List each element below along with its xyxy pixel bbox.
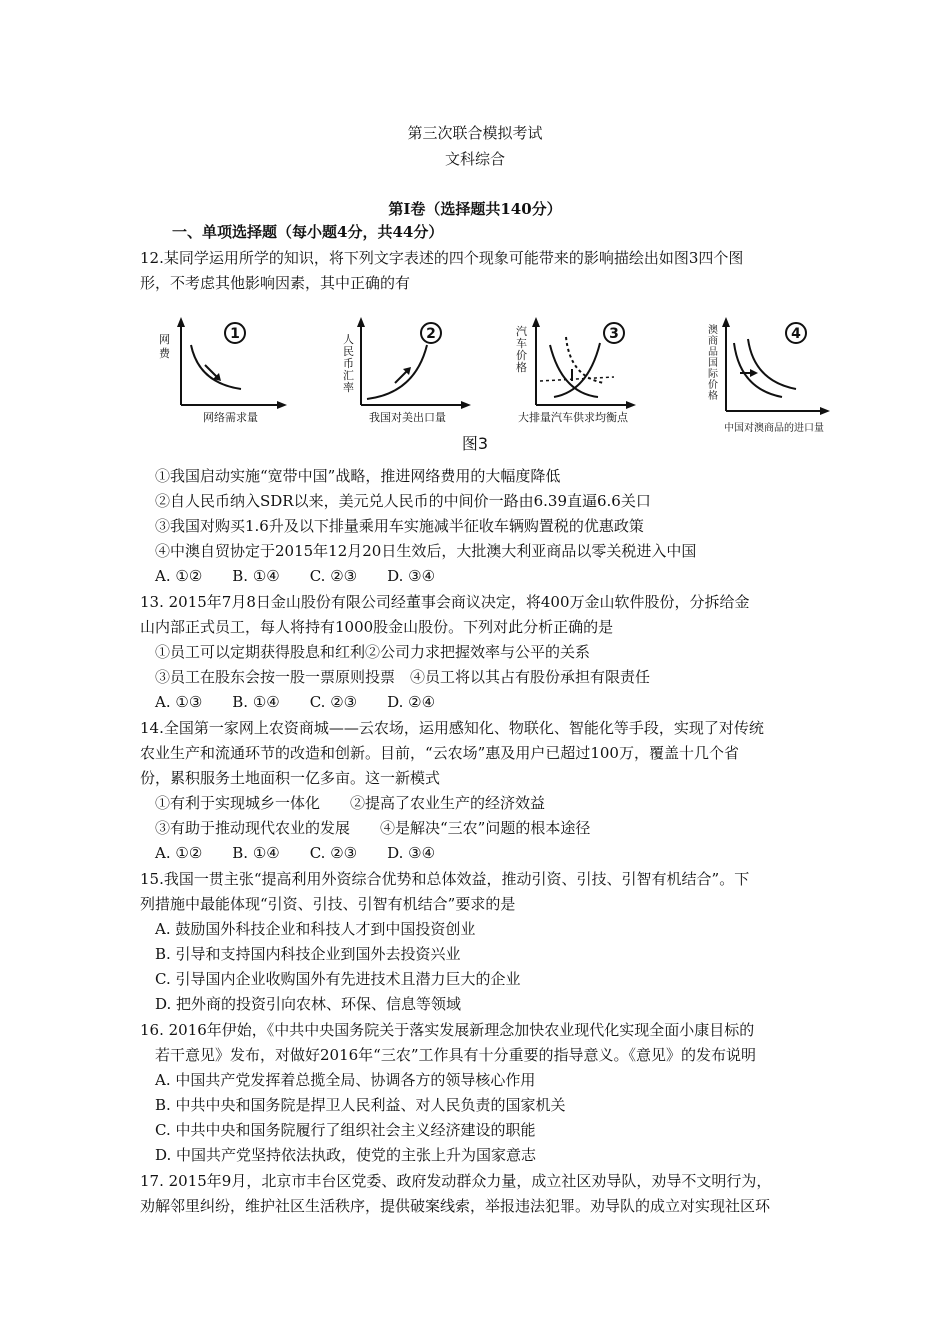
old-curve: [734, 343, 782, 397]
q13-items-line1: ①员工可以定期获得股息和红利②公司力求把握效率与公平的关系: [155, 643, 591, 661]
graph-3-xlabel: 大排量汽车供求均衡点: [518, 411, 628, 424]
svg-text:4: 4: [791, 326, 801, 342]
q16-option-d: D. 中国共产党坚持依法执政，使党的主张上升为国家意志: [155, 1146, 537, 1164]
q16-stem-line1: 16. 2016年伊始，《中共中央国务院关于落实发展新理念加快农业现代化实现全面小康目标的: [140, 1021, 755, 1039]
graph-4-ylabel-6: 价: [708, 380, 718, 391]
q13-options: A. ①③ B. ①④ C. ②③ D. ②④: [155, 693, 436, 711]
q14-stem-line3: 份，累积服务土地面积一亿多亩。这一新模式: [140, 769, 441, 787]
graph-2-xlabel: 我国对美出口量: [369, 411, 446, 424]
graph-2: [335, 315, 485, 431]
q13-stem-line2: 山内部正式员工，每人将持有1000股金山股份。下列对此分析正确的是: [140, 618, 614, 636]
q15-stem-line1: 15.我国一贯主张“提高利用外资综合优势和总体效益，推动引资、引技、引智有机结合”。下: [140, 870, 750, 888]
q12-stem-line2: 形，不考虑其他影响因素，其中正确的有: [140, 274, 411, 292]
q12-item-4: ④中澳自贸协定于2015年12月20日生效后，大批澳大利亚商品以零关税进入中国: [155, 542, 697, 560]
q13-items-line2: ③员工在股东会按一股一票原则投票 ④员工将以其占有股份承担有限责任: [155, 668, 651, 686]
q17-stem-line2: 劝解邻里纠纷，维护社区生活秩序，提供破案线索，举报违法犯罪。劝导队的成立对实现社区环: [140, 1197, 771, 1215]
graph-4-xlabel: 中国对澳商品的进口量: [724, 423, 824, 434]
q12-item-2: ②自人民币纳入SDR以来，美元兑人民币的中间价一路由6.39直逼6.6关口: [155, 492, 651, 510]
exchange-curve: [367, 345, 427, 399]
q15-stem-line2: 列措施中最能体现“引资、引技、引智有机结合”要求的是: [140, 895, 516, 913]
graph-1-ylabel-2: 费: [159, 347, 170, 360]
svg-text:3: 3: [609, 326, 619, 342]
up-arrow-icon: [395, 371, 407, 383]
exam-title: 第三次联合模拟考试: [407, 124, 543, 142]
q15-option-d: D. 把外商的投资引向农林、环保、信息等领域: [155, 995, 462, 1013]
equilibrium-line: [540, 377, 614, 381]
q14-items-line1: ①有利于实现城乡一体化 ②提高了农业生产的经济效益: [155, 794, 546, 812]
q15-option-c: C. 引导国内企业收购国外有先进技术且潜力巨大的企业: [155, 970, 521, 988]
graph-2-ylabel-4: 汇: [343, 369, 354, 382]
exam-subtitle: 文科综合: [444, 150, 505, 168]
part-title: 一、单项选择题（每小题4分，共44分）: [172, 223, 444, 241]
q15-option-a: A. 鼓励国外科技企业和科技人才到中国投资创业: [155, 920, 476, 938]
q17-stem-line1: 17. 2015年9月，北京市丰台区党委、政府发动群众力量，成立社区劝导队，劝导不文明行为，: [140, 1172, 772, 1190]
graph-1-xlabel: 网络需求量: [203, 411, 258, 424]
figure-caption: 图3: [461, 434, 489, 453]
graph-1-ylabel-1: 网: [159, 333, 170, 346]
graph-4: [700, 315, 850, 441]
graph-2-ylabel-2: 民: [343, 345, 354, 358]
graph-4-ylabel-2: 商: [708, 336, 718, 347]
graph-3-ylabel-1: 汽: [516, 325, 527, 338]
q16-option-b: B. 中共中央和国务院是捍卫人民利益、对人民负责的国家机关: [155, 1096, 566, 1114]
q12-stem-line1: 12.某同学运用所学的知识，将下列文字表述的四个现象可能带来的影响描绘出如图3四个图: [140, 249, 744, 267]
graph-2-ylabel-5: 率: [343, 381, 354, 394]
demand-curve: [191, 345, 241, 389]
graph-3-ylabel-4: 格: [516, 361, 527, 374]
graph-4-ylabel-5: 际: [708, 369, 718, 380]
q12-options: A. ①② B. ①④ C. ②③ D. ③④: [155, 567, 436, 585]
q13-stem-line1: 13. 2015年7月8日金山股份有限公司经董事会商议决定，将400万金山软件股份，分拆给金: [140, 593, 750, 611]
q16-option-a: A. 中国共产党发挥着总揽全局、协调各方的领导核心作用: [155, 1071, 536, 1089]
q15-option-b: B. 引导和支持国内科技企业到国外去投资兴业: [155, 945, 461, 963]
q16-stem-line2: 若干意见》发布，对做好2016年“三农”工作具有十分重要的指导意义。《意见》的发布说明: [155, 1046, 757, 1064]
q14-stem-line1: 14.全国第一家网上农资商城——云农场，运用感知化、物联化、智能化等手段，实现了对传统: [140, 719, 764, 737]
q12-item-1: ①我国启动实施“宽带中国”战略，推进网络费用的大幅度降低: [155, 467, 561, 485]
graph-4-ylabel-3: 品: [708, 347, 718, 358]
q12-item-3: ③我国对购买1.6升及以下排量乘用车实施减半征收车辆购置税的优惠政策: [155, 517, 644, 535]
section-title: 第Ⅰ卷（选择题共140分）: [388, 200, 562, 218]
new-curve: [748, 339, 796, 389]
q14-stem-line2: 农业生产和流通环节的改造和创新。目前，“云农场”惠及用户已超过100万，覆盖十几个省: [140, 744, 739, 762]
q14-options: A. ①② B. ①④ C. ②③ D. ③④: [155, 844, 436, 862]
graph-3-ylabel-2: 车: [516, 337, 527, 350]
svg-text:2: 2: [426, 326, 436, 342]
graph-4-ylabel-4: 国: [708, 358, 718, 369]
graph-3: [510, 315, 660, 431]
svg-text:1: 1: [230, 326, 240, 342]
graph-1: [155, 315, 305, 431]
graph-2-ylabel-1: 人: [343, 333, 354, 346]
graph-4-ylabel-1: 澳: [708, 325, 718, 336]
graph-2-ylabel-3: 币: [343, 357, 354, 370]
graph-4-ylabel-7: 格: [708, 391, 718, 402]
q16-option-c: C. 中共中央和国务院履行了组织社会主义经济建设的职能: [155, 1121, 536, 1139]
graph-3-ylabel-3: 价: [516, 349, 527, 362]
q14-items-line2: ③有助于推动现代农业的发展 ④是解决“三农”问题的根本途径: [155, 819, 591, 837]
